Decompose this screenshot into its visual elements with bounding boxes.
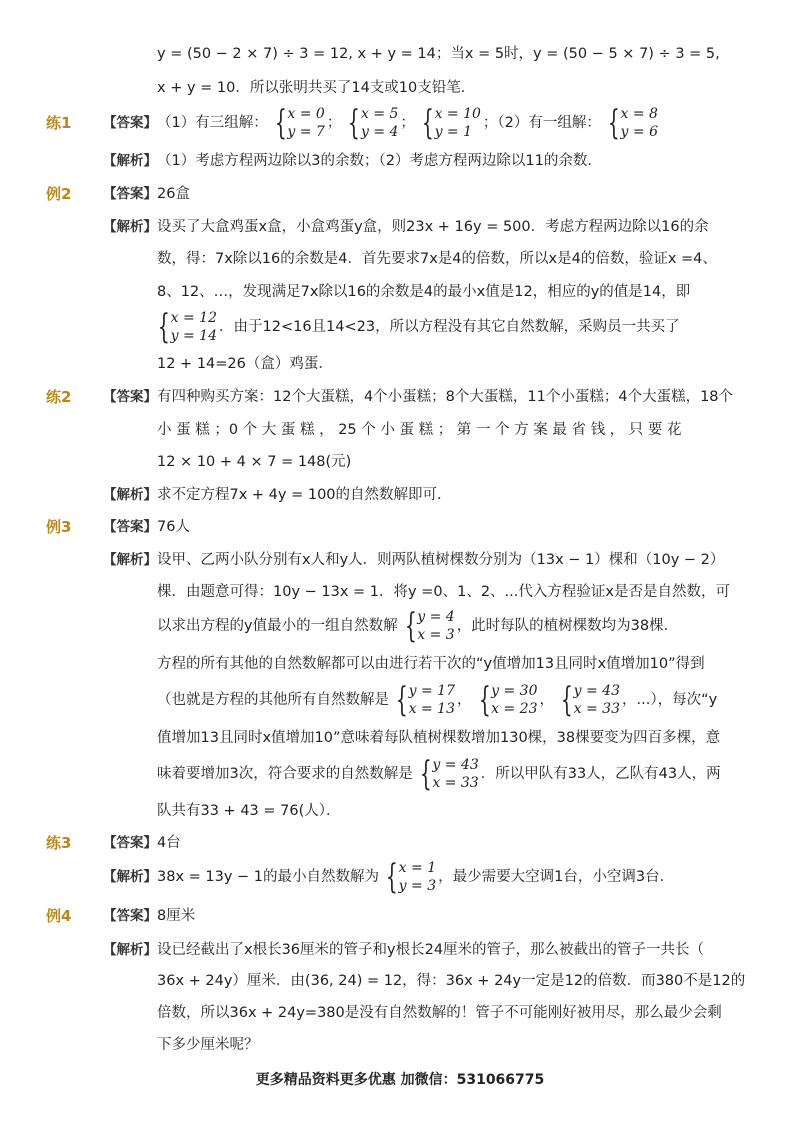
answer-label: 【答案】 <box>103 186 157 202</box>
equation: y = 30 <box>491 683 538 699</box>
section-tag: 练3 <box>46 834 72 852</box>
separator: ； <box>326 115 342 131</box>
answer-line <box>157 103 660 143</box>
equation: x = 3 <box>417 627 455 643</box>
analysis-line <box>157 857 674 897</box>
equation-system: { x = 1 y = 3 <box>385 857 437 897</box>
analysis-text: ，此时每队的植树棵数均为38棵． <box>456 618 679 634</box>
equation-system: { x = 12 y = 14 <box>157 307 217 347</box>
equation: y = 6 <box>620 124 658 140</box>
analysis-text: ，...），每次“y <box>622 692 718 708</box>
equation: x = 8 <box>620 106 658 122</box>
equation-system: { x = 0 y = 7 <box>274 103 325 143</box>
analysis-line <box>157 307 680 347</box>
equation: y = 43 <box>432 757 479 773</box>
equation: x = 1 <box>398 860 437 876</box>
answer-text: 76人 <box>157 519 190 535</box>
analysis-text: （也就是方程的其他所有自然数解是 <box>157 692 389 708</box>
analysis-text: 以求出方程的y值最小的一组自然数解 <box>157 618 398 634</box>
equation-system: { y = 4 x = 3 <box>404 606 455 646</box>
equation-system: { y = 43 x = 33 <box>419 754 479 794</box>
equation-system: { y = 43 x = 33 <box>560 680 620 720</box>
answer-text: 4台 <box>157 835 181 851</box>
equation: y = 4 <box>417 609 455 625</box>
answer-label: 【答案】 <box>103 115 157 131</box>
equation-system: { x = 8 y = 6 <box>607 103 658 143</box>
equation: x = 23 <box>491 701 538 717</box>
section-tag: 练2 <box>46 388 72 406</box>
analysis-text: 设买了大盒鸡蛋x盒，小盒鸡蛋y盒，则23x + 16y = 500．考虑方程两边除以16的余 <box>157 219 709 235</box>
answer-text: ；（2）有一组解： <box>482 115 601 131</box>
equation: y = 43 <box>573 683 620 699</box>
section-tag: 例4 <box>46 907 72 925</box>
analysis-text: ，最少需要大空调1台，小空调3台． <box>438 869 675 885</box>
analysis-text: 求不定方程7x + 4y = 100的自然数解即可． <box>157 487 452 503</box>
answer-text: 有四种购买方案：12个大蛋糕，4个小蛋糕；8个大蛋糕，11个小蛋糕；4个大蛋糕，18个 <box>157 389 734 405</box>
analysis-text: （1）考虑方程两边除以3的余数；（2）考虑方程两边除以11的余数． <box>157 153 602 169</box>
analysis-text: 下多少厘米呢？ <box>157 1037 259 1053</box>
analysis-text: 设已经截出了x根长36厘米的管子和y根长24厘米的管子，那么被截出的管子一共长（ <box>157 942 705 958</box>
answer-text: （1）有三组解： <box>157 115 268 131</box>
separator: ； <box>400 115 415 131</box>
answer-label: 【答案】 <box>103 835 157 851</box>
analysis-label: 【解析】 <box>103 153 157 169</box>
analysis-text: 数，得：7x除以16的余数是4．首先要求7x是4的倍数，所以x是4的倍数，验证x =4、 <box>157 251 717 267</box>
answer-label: 【答案】 <box>103 389 157 405</box>
analysis-text: 设甲、乙两小队分别有x人和y人．则两队植树棵数分别为（13x − 1）棵和（10y − 2） <box>157 552 725 568</box>
separator: ， <box>539 692 554 708</box>
analysis-label: 【解析】 <box>103 552 157 568</box>
section-tag: 例2 <box>46 185 72 203</box>
equation: x = 12 <box>170 310 217 326</box>
answer-text: 26盒 <box>157 186 190 202</box>
equation: x = 10 <box>434 106 481 122</box>
analysis-text: 棵．由题意可得：10y − 13x = 1．将y =0、1、2、...代入方程验证x是否是自然数，可 <box>157 584 730 600</box>
analysis-label: 【解析】 <box>103 487 157 503</box>
equation-system: { x = 10 y = 1 <box>421 103 481 143</box>
analysis-line <box>157 606 678 646</box>
separator: ， <box>457 692 472 708</box>
equation: y = 14 <box>170 328 217 344</box>
analysis-text: 36x + 24y）厘米．由(36, 24) = 12，得：36x + 24y一定是12的倍数．而380不是12的 <box>157 973 746 989</box>
analysis-text: 12 + 14=26（盒）鸡蛋． <box>157 356 333 372</box>
equation: x = 0 <box>287 106 325 122</box>
answer-text: 8厘米 <box>157 908 196 924</box>
analysis-text: 队共有33 + 43 = 76(人）． <box>157 803 341 819</box>
equation-system: { y = 30 x = 23 <box>478 680 538 720</box>
equation: x = 13 <box>408 701 455 717</box>
text-line: y = (50 − 2 × 7) ÷ 3 = 12, x + y = 14；当x = 5时，y = (50 − 5 × 7) ÷ 3 = 5, <box>157 46 720 62</box>
analysis-text: 8、12、…，发现满足7x除以16的余数是4的最小x值是12，相应的y的值是14，即 <box>157 284 691 300</box>
analysis-text: 味着要增加3次，符合要求的自然数解是 <box>157 766 413 782</box>
answer-label: 【答案】 <box>103 908 157 924</box>
answer-text: 小 蛋 糕 ；0 个 大 蛋 糕 ， 25 个 小 蛋 糕 ； 第 一 个 方 案 最 省 钱 ， 只 要 花 <box>157 422 682 438</box>
equation-system: { x = 5 y = 4 <box>348 103 399 143</box>
analysis-label: 【解析】 <box>103 869 157 885</box>
equation: y = 17 <box>408 683 455 699</box>
analysis-text: ．所以甲队有33人，乙队有43人，两 <box>480 766 721 782</box>
equation: y = 4 <box>360 124 399 140</box>
analysis-line <box>157 680 717 720</box>
section-tag: 例3 <box>46 518 72 536</box>
equation: x = 33 <box>432 775 479 791</box>
footer-promo: 更多精品资料更多优惠 加微信：531066775 <box>255 1072 545 1088</box>
analysis-text: 值增加13且同时x值增加10”意味着每队植树棵数增加130棵，38棵要变为四百多棵，意 <box>157 730 721 746</box>
analysis-label: 【解析】 <box>103 219 157 235</box>
equation: y = 1 <box>434 124 473 140</box>
equation: y = 7 <box>287 124 325 140</box>
text-line: x + y = 10．所以张明共买了14支或10支铅笔． <box>157 80 476 96</box>
answer-text: 12 × 10 + 4 × 7 = 148(元) <box>157 454 352 470</box>
section-tag: 练1 <box>46 114 72 132</box>
analysis-line <box>157 754 721 794</box>
analysis-text: 倍数，所以36x + 24y=380是没有自然数解的！管子不可能刚好被用尽，那么最少会剩 <box>157 1005 722 1021</box>
analysis-text: 方程的所有其他的自然数解都可以由进行若干次的“y值增加13且同时x值增加10”得到 <box>157 656 705 672</box>
answer-label: 【答案】 <box>103 519 157 535</box>
analysis-label: 【解析】 <box>103 942 157 958</box>
equation: x = 5 <box>360 106 399 122</box>
equation: x = 33 <box>573 701 620 717</box>
analysis-text: 38x = 13y − 1的最小自然数解为 <box>157 869 380 885</box>
analysis-text: ．由于12<16且14<23，所以方程没有其它自然数解，采购员一共买了 <box>219 319 680 335</box>
equation-system: { y = 17 x = 13 <box>395 680 455 720</box>
equation: y = 3 <box>398 878 437 894</box>
